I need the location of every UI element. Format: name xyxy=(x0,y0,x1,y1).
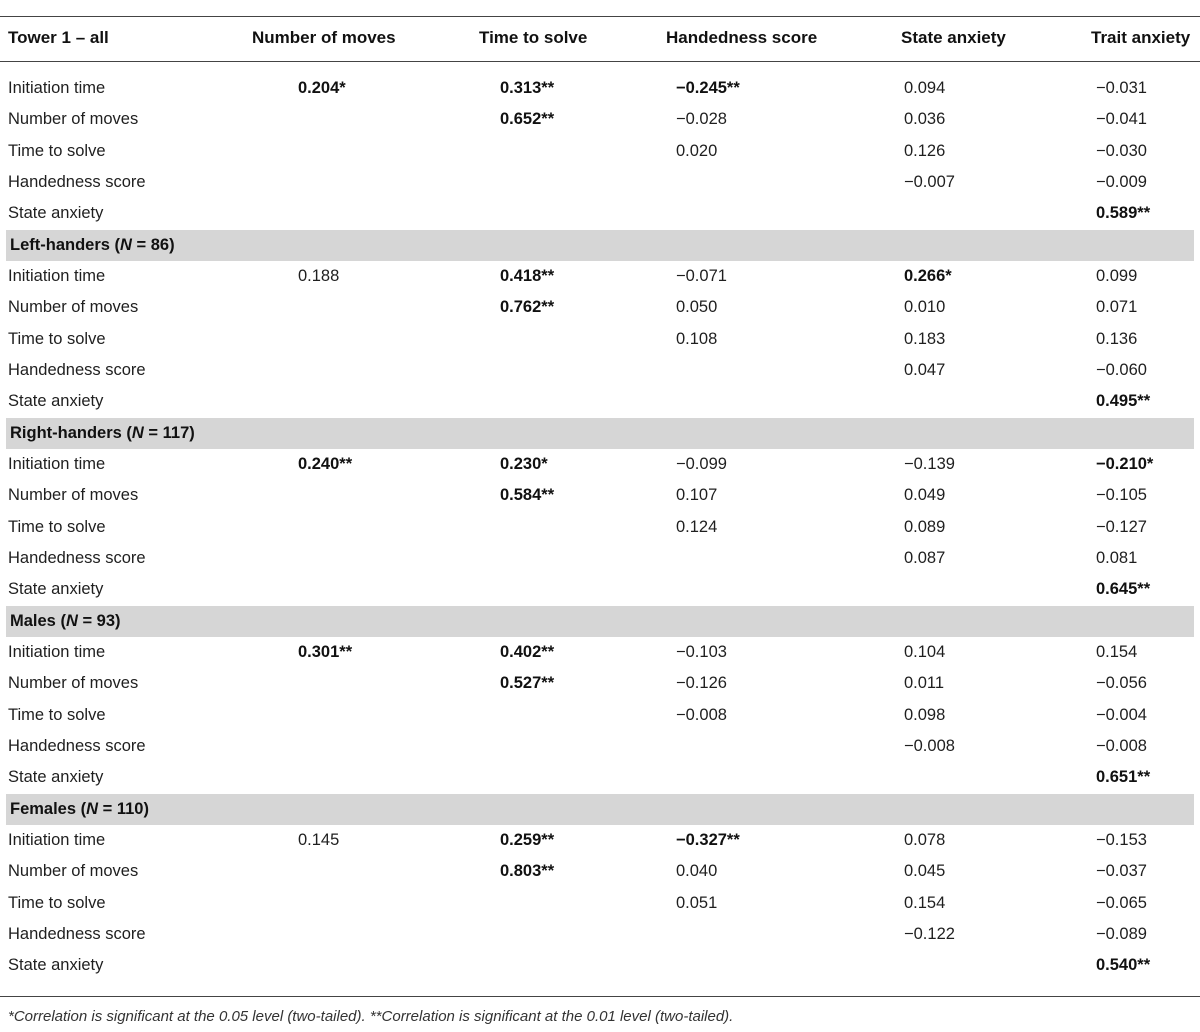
table-cell: 0.020 xyxy=(676,141,718,160)
table-cell: 0.540** xyxy=(1096,956,1151,975)
table-row xyxy=(0,324,1200,355)
row-label: Time to solve xyxy=(8,893,106,912)
table-cell: 0.204* xyxy=(298,79,346,97)
table-cell: 0.126 xyxy=(904,141,946,160)
table-cell: −0.089 xyxy=(1096,924,1147,943)
table-cell: 0.078 xyxy=(904,830,946,849)
table-cell: 0.240** xyxy=(298,454,353,473)
table-cell: 0.301** xyxy=(298,642,353,661)
table-body xyxy=(0,73,1200,982)
table-cell: −0.210* xyxy=(1096,454,1154,473)
row-label: State anxiety xyxy=(8,956,104,975)
group-label-n: N xyxy=(65,611,78,630)
table-cell: 0.154 xyxy=(1096,642,1138,661)
group-label xyxy=(10,612,121,631)
group-label-n: N xyxy=(86,799,99,818)
table-cell: −0.056 xyxy=(1096,674,1147,693)
table-row xyxy=(0,700,1200,731)
group-label-suffix: = 86) xyxy=(131,235,175,254)
table-cell: 0.124 xyxy=(676,517,718,536)
table-cell: 0.527** xyxy=(500,674,555,693)
table-cell: −0.037 xyxy=(1096,862,1147,881)
row-label: Handedness score xyxy=(8,736,146,755)
row-label: Handedness score xyxy=(8,360,146,379)
row-label: State anxiety xyxy=(8,768,104,787)
table-cell: 0.495** xyxy=(1096,392,1151,411)
table-cell: −0.065 xyxy=(1096,893,1147,912)
table-row xyxy=(0,888,1200,919)
header-cell: Time to solve xyxy=(479,28,588,47)
group-label-n: N xyxy=(131,423,144,442)
table-cell: 0.188 xyxy=(298,266,340,285)
table-cell: 0.584** xyxy=(500,486,555,505)
table-cell: −0.327** xyxy=(676,830,740,849)
table-row xyxy=(0,762,1200,793)
group-label-prefix: Right-handers ( xyxy=(10,423,132,442)
table-cell: 0.651** xyxy=(1096,768,1151,787)
header-cell: Trait anxiety xyxy=(1091,28,1191,47)
group-header-row xyxy=(6,794,1194,825)
table-header xyxy=(0,28,1200,54)
row-label: Initiation time xyxy=(8,266,106,285)
table-cell: 0.049 xyxy=(904,486,946,505)
table-cell: 0.010 xyxy=(904,298,946,317)
table-cell: 0.011 xyxy=(904,674,945,693)
group-label-suffix: = 93) xyxy=(77,611,121,630)
table-cell: 0.803** xyxy=(500,862,555,881)
table-cell: 0.108 xyxy=(676,329,718,348)
table-row xyxy=(0,731,1200,762)
group-label-suffix: = 117) xyxy=(143,423,195,442)
group-label-suffix: = 110) xyxy=(98,799,149,818)
group-label-prefix: Left-handers ( xyxy=(10,235,121,254)
group-label xyxy=(10,424,195,443)
table-row xyxy=(0,386,1200,417)
table-cell: 0.652** xyxy=(500,110,555,129)
table-cell: 0.154 xyxy=(904,893,946,912)
table-cell: −0.103 xyxy=(676,642,727,661)
table-cell: −0.007 xyxy=(904,172,955,191)
row-label: Number of moves xyxy=(8,110,139,129)
table-cell: −0.139 xyxy=(904,454,955,473)
table-cell: −0.071 xyxy=(676,266,727,285)
table-cell: 0.230* xyxy=(500,454,548,473)
table-row xyxy=(0,198,1200,229)
table-row xyxy=(0,73,1200,104)
table-cell: 0.266* xyxy=(904,266,952,285)
table-cell: −0.099 xyxy=(676,454,727,473)
row-label: Number of moves xyxy=(8,674,139,693)
table-row xyxy=(0,167,1200,198)
table-cell: −0.031 xyxy=(1096,79,1147,97)
table-cell: −0.008 xyxy=(676,705,727,724)
row-label: Handedness score xyxy=(8,172,146,191)
row-label: Time to solve xyxy=(8,141,106,160)
table-cell: 0.136 xyxy=(1096,329,1138,348)
table-cell: 0.645** xyxy=(1096,580,1151,599)
table-cell: −0.127 xyxy=(1096,517,1147,536)
row-label: Initiation time xyxy=(8,642,106,661)
row-label: Time to solve xyxy=(8,705,106,724)
row-label: Time to solve xyxy=(8,329,106,348)
table-cell: 0.418** xyxy=(500,266,555,285)
group-label xyxy=(10,236,175,255)
group-label-n: N xyxy=(120,235,132,254)
table-row xyxy=(0,825,1200,856)
row-label: State anxiety xyxy=(8,204,104,223)
header-cell: Number of moves xyxy=(252,28,396,47)
row-label: Initiation time xyxy=(8,830,106,849)
table-row xyxy=(0,104,1200,135)
table-cell: −0.245** xyxy=(676,79,740,97)
table-cell: −0.105 xyxy=(1096,486,1147,505)
table-cell: −0.030 xyxy=(1096,141,1147,160)
table-cell: 0.183 xyxy=(904,329,946,348)
table-cell: −0.008 xyxy=(1096,736,1147,755)
table-row xyxy=(0,480,1200,511)
group-header-row xyxy=(6,230,1194,261)
table-row xyxy=(0,512,1200,543)
header-cell: Tower 1 – all xyxy=(8,28,109,47)
table-cell: −0.009 xyxy=(1096,172,1147,191)
header-rule xyxy=(0,61,1200,62)
table-cell: 0.050 xyxy=(676,298,718,317)
bottom-rule xyxy=(0,996,1200,997)
table-row xyxy=(0,950,1200,981)
row-label: Handedness score xyxy=(8,548,146,567)
table-row xyxy=(0,261,1200,292)
row-label: Number of moves xyxy=(8,298,139,317)
table-row xyxy=(0,449,1200,480)
table-cell: 0.107 xyxy=(676,486,718,505)
table-row xyxy=(0,574,1200,605)
row-label: State anxiety xyxy=(8,392,104,411)
table-row xyxy=(0,355,1200,386)
table-cell: 0.071 xyxy=(1096,298,1138,317)
row-label: Number of moves xyxy=(8,862,139,881)
row-label: State anxiety xyxy=(8,580,104,599)
row-label: Handedness score xyxy=(8,924,146,943)
header-cell: Handedness score xyxy=(666,28,818,47)
table-cell: 0.087 xyxy=(904,548,946,567)
table-cell: −0.126 xyxy=(676,674,727,693)
group-label xyxy=(10,800,149,819)
table-row xyxy=(0,136,1200,167)
group-label-prefix: Males ( xyxy=(10,611,66,630)
table-cell: 0.051 xyxy=(676,893,718,912)
table-cell: 0.094 xyxy=(904,79,946,97)
table-cell: 0.081 xyxy=(1096,548,1138,567)
table-cell: −0.060 xyxy=(1096,360,1147,379)
table-cell: −0.153 xyxy=(1096,830,1147,849)
top-rule xyxy=(0,16,1200,17)
table-footnote: *Correlation is significant at the 0.05 level (two-tailed). **Correlation is significant at the 0.01 level (two-tailed). xyxy=(8,1008,734,1025)
table-cell: −0.004 xyxy=(1096,705,1147,724)
table-cell: 0.036 xyxy=(904,110,946,129)
table-row xyxy=(0,919,1200,950)
group-label-prefix: Females ( xyxy=(10,799,87,818)
table-cell: 0.145 xyxy=(298,830,340,849)
group-header-row xyxy=(6,418,1194,449)
table-row xyxy=(0,668,1200,699)
table-cell: 0.402** xyxy=(500,642,555,661)
table-cell: 0.313** xyxy=(500,79,555,97)
table-row xyxy=(0,292,1200,323)
row-label: Initiation time xyxy=(8,79,106,97)
table-cell: −0.028 xyxy=(676,110,727,129)
header-cell: State anxiety xyxy=(901,28,1006,47)
table-row xyxy=(0,637,1200,668)
table-cell: 0.259** xyxy=(500,830,555,849)
table-cell: 0.089 xyxy=(904,517,946,536)
table-cell: 0.040 xyxy=(676,862,718,881)
table-cell: 0.589** xyxy=(1096,204,1151,223)
row-label: Number of moves xyxy=(8,486,139,505)
table-cell: 0.104 xyxy=(904,642,946,661)
row-label: Initiation time xyxy=(8,454,106,473)
row-label: Time to solve xyxy=(8,517,106,536)
group-header-row xyxy=(6,606,1194,637)
table-row xyxy=(0,543,1200,574)
table-cell: 0.099 xyxy=(1096,266,1138,285)
table-cell: 0.762** xyxy=(500,298,555,317)
table-cell: 0.098 xyxy=(904,705,946,724)
table-cell: −0.041 xyxy=(1096,110,1147,129)
table-cell: −0.122 xyxy=(904,924,955,943)
table-row xyxy=(0,856,1200,887)
table-cell: 0.047 xyxy=(904,360,946,379)
table-cell: −0.008 xyxy=(904,736,955,755)
table-cell: 0.045 xyxy=(904,862,946,881)
